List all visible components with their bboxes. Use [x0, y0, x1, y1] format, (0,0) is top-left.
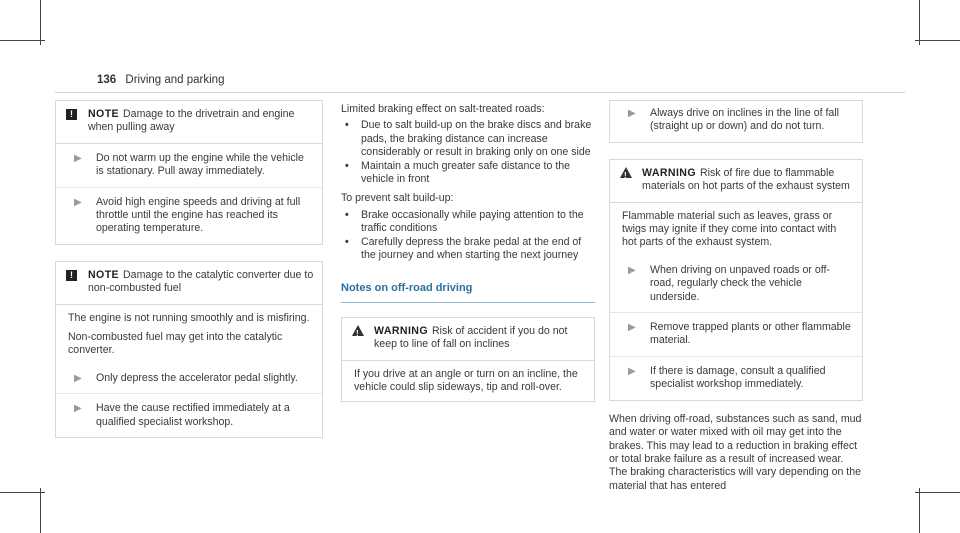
step-item	[610, 356, 862, 400]
crop-mark	[0, 40, 45, 41]
warning-triangle-icon: !	[352, 325, 364, 336]
page-header	[97, 74, 224, 86]
step-item	[56, 393, 322, 437]
bullet-item	[341, 160, 595, 187]
note-icon: !	[66, 270, 77, 281]
header-divider	[55, 92, 905, 93]
arrow-right-icon: ▶	[628, 264, 636, 276]
step-text: When driving on unpaved roads or off-road, regularly check the vehicle underside.	[650, 263, 831, 303]
bullet-text: Carefully depress the brake pedal at the end of the journey and when starting the next journey	[361, 235, 582, 262]
crop-mark	[40, 0, 41, 45]
warning-label: WARNING	[642, 166, 696, 179]
step-item	[56, 364, 322, 393]
crop-mark	[919, 0, 920, 45]
step-item	[56, 144, 322, 187]
note-paragraph: Non-combusted fuel may get into the catalytic converter.	[68, 331, 283, 357]
arrow-right-icon: ▶	[74, 372, 82, 384]
step-text: Always drive on inclines in the line of fall (straight up or down) and do not turn.	[650, 107, 840, 133]
bullet-dot: •	[345, 235, 349, 248]
step-text: Remove trapped plants or other flammable material.	[650, 321, 851, 347]
arrow-right-icon: ▶	[74, 403, 82, 415]
note-box-drivetrain	[55, 100, 323, 245]
arrow-right-icon: ▶	[628, 365, 636, 377]
note-steps	[56, 364, 322, 437]
warning-steps	[610, 256, 862, 400]
bullet-dot: •	[345, 159, 349, 172]
arrow-right-icon: ▶	[74, 152, 82, 164]
note-label: NOTE	[88, 108, 120, 120]
paragraph: To prevent salt build-up:	[341, 192, 454, 205]
bullet-text: Maintain a much greater safe distance to the vehicle in front	[361, 159, 571, 186]
note-header	[56, 262, 322, 305]
note-header	[56, 101, 322, 144]
step-item	[56, 187, 322, 244]
warning-paragraph: Flammable material such as leaves, grass or twigs may ignite if they come into contact with hot parts of the exhaust system.	[622, 209, 837, 249]
note-paragraph: The engine is not running smoothly and is misfiring.	[68, 311, 310, 324]
warning-label: WARNING	[374, 324, 428, 337]
section-heading	[341, 282, 595, 302]
step-item	[610, 256, 862, 312]
crop-mark	[919, 488, 920, 533]
warning-paragraph: If you drive at an angle or turn on an incline, the vehicle could slip sideways, tip and roll-over.	[354, 367, 578, 394]
warning-header	[610, 160, 862, 203]
warning-header	[342, 318, 594, 361]
middle-column	[341, 103, 595, 402]
step-text: Do not warm up the engine while the vehicle is stationary. Pull away immediately.	[96, 151, 304, 178]
step-text: Only depress the accelerator pedal slightly.	[96, 371, 298, 384]
crop-mark	[0, 492, 45, 493]
warning-box-fire	[609, 159, 863, 401]
crop-mark	[915, 492, 960, 493]
step-text: Avoid high engine speeds and driving at full throttle until the engine has reached its operating temperature.	[96, 195, 301, 235]
right-column	[609, 100, 863, 499]
step-item	[610, 312, 862, 356]
left-column	[55, 100, 323, 438]
bullet-item	[341, 119, 595, 159]
crop-mark	[915, 40, 960, 41]
bullet-item	[341, 209, 595, 236]
bullet-text: Due to salt build-up on the brake discs and brake pads, the braking distance can increase considerably or result in braking only on one side	[361, 119, 592, 159]
arrow-right-icon: ▶	[74, 196, 82, 208]
note-title: Damage to the drivetrain and engine when pulling away	[88, 108, 295, 134]
warning-box-incline	[341, 317, 595, 402]
note-steps	[56, 144, 322, 244]
bullet-dot: •	[345, 208, 349, 221]
warning-body	[342, 361, 594, 401]
paragraph: Limited braking effect on salt-treated roads:	[341, 103, 545, 115]
note-box-catalytic	[55, 261, 323, 438]
note-title: Damage to the catalytic converter due to non-combusted fuel	[88, 268, 314, 295]
bullet-dot: •	[345, 119, 349, 132]
step-box-incline	[609, 100, 863, 143]
warning-body	[610, 203, 862, 256]
paragraph: When driving off-road, substances such as sand, mud and water or water mixed with oil may get into the brakes. This may lead to a reduction in braking effect or total brake failure as a result of increased wear. The braking characteristics will vary depending on the material that has entered	[609, 412, 862, 492]
step-text: If there is damage, consult a qualified specialist workshop immediately.	[650, 364, 826, 391]
note-label: NOTE	[88, 268, 120, 281]
bullet-item	[341, 236, 595, 263]
arrow-right-icon: ▶	[628, 108, 636, 119]
warning-title: Risk of accident if you do not keep to line of fall on inclines	[374, 324, 568, 351]
note-icon: !	[66, 109, 77, 120]
section-title: Driving and parking	[125, 74, 225, 86]
page-number: 136	[97, 74, 117, 86]
warning-triangle-icon: !	[620, 167, 632, 178]
note-body	[56, 305, 322, 364]
crop-mark	[40, 488, 41, 533]
step-item	[610, 101, 862, 142]
bullet-text: Brake occasionally while paying attention to the traffic conditions	[361, 208, 584, 235]
step-text: Have the cause rectified immediately at a qualified specialist workshop.	[96, 402, 290, 428]
warning-title: Risk of fire due to flammable materials on hot parts of the exhaust system	[642, 166, 850, 193]
heading-rule	[341, 302, 595, 303]
heading-text: Notes on off-road driving	[341, 282, 473, 295]
arrow-right-icon: ▶	[628, 322, 636, 334]
